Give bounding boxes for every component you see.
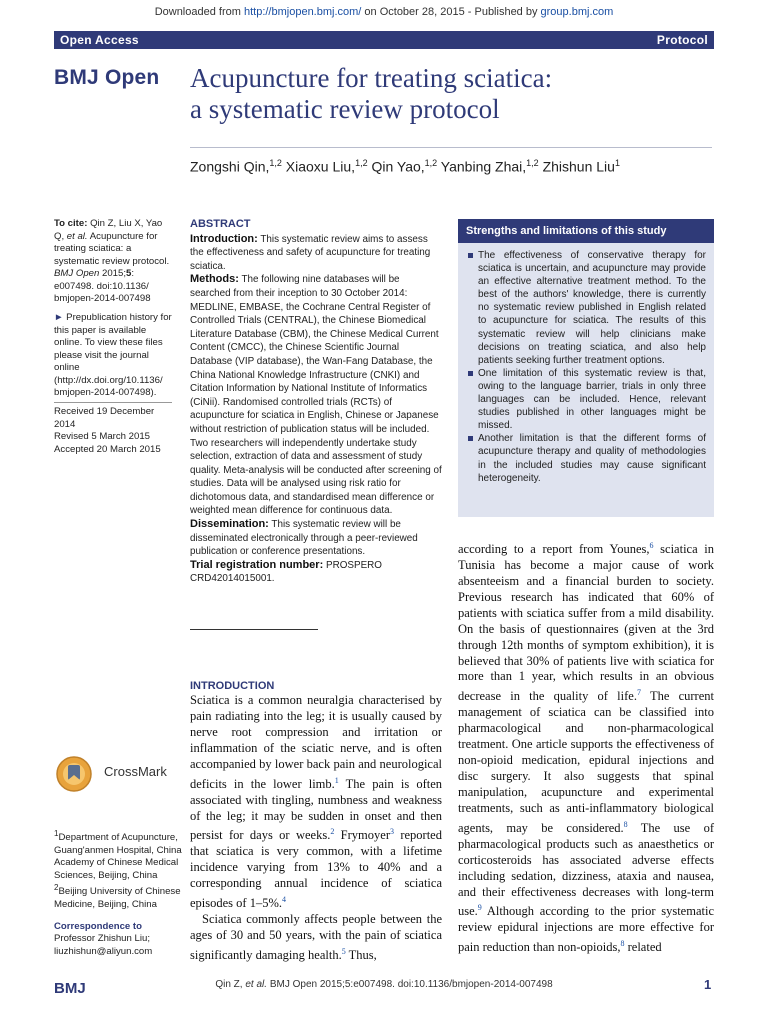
strengths-heading-bar — [458, 219, 714, 243]
intro-text: Frymoyer — [334, 828, 390, 843]
intro-text: Thus, — [345, 948, 377, 963]
prepub-text[interactable]: Prepublication history for this paper is available online. To view these files please visit the journal online (http://dx.doi.org/10.1136/ bmjopen-2014-007498). — [54, 312, 172, 398]
abstract-methods — [190, 273, 442, 518]
bmjopen-link[interactable]: http://bmjopen.bmj.com/ — [243, 6, 362, 18]
body-paragraph — [458, 538, 714, 956]
abstract-sub-label: Introduction: — [190, 232, 258, 245]
strengths-heading: Strengths and limitations of this study — [466, 225, 667, 237]
body-text: sciatica in Tunisia has become a major cause of work absenteeism and a financial burden to society. Previous research has indicated that 60% of patients with sciatica suffer from a mild disability. On the basis of questionnaires (given at the 3rd through 12th months of symptom exhibition), it is believed that 30% of patients live with sciatica for more than 1 year, which results in an obvious decrease in the quality of life. — [458, 542, 714, 704]
abstract-text: The following nine databases will be searched from their inception to 30 October 2014: MEDLINE, EMBASE, the Cochrane Central Register of Controlled Trials (CENTRAL), the Chinese Biomedical Literature Database (CBM), the Chinese Medical Current Content (CMCC), the Chinese Scientific Journal Database (VIP database), the Wan-Fang Database, the China National Knowledge Infrastructure (CNKI) and Citation Information by National Institute of Informatics (CiNii). Randomised controlled trials (RCTs) of acupuncture for sciatica in English, Chinese or Japanese without restriction of publication status will be included. Two researchers will independently undertake study selection, extraction of data and assessment of study quality. Meta-analysis will be conducted after screening of studies. Data will be analysed using risk ratio for dichotomous data, and standardised mean difference or weighted mean difference for continuous data. — [190, 274, 442, 517]
author: Qin Yao, — [367, 158, 425, 175]
date-revised: Revised 5 March 2015 — [54, 431, 150, 442]
abstract-dissemination — [190, 518, 442, 559]
reference-link[interactable]: 7 — [636, 688, 641, 698]
abstract-sub-label: Methods: — [190, 273, 239, 286]
body-text: Although according to the prior systematic review epidural injections are more effective for pain reduction than non-opioids, — [458, 904, 714, 955]
abstract-heading: ABSTRACT — [190, 218, 251, 230]
intro-text: The pain is often associated with tingling, numbness and weakness of the leg; it may be sudden in onset and then persist for days or weeks. — [190, 776, 443, 843]
reference-link[interactable]: 6 — [649, 541, 654, 550]
intro-text: reported that sciatica is very common, with a lifetime incidence varying from 13% to 40% and a corresponding annual incidence of sciatica episodes of 1–5%. — [190, 828, 442, 911]
body-text: according to a report from Younes, — [458, 542, 650, 557]
publisher-link[interactable]: group.bmj.com — [540, 6, 614, 18]
article-type-label: Protocol — [656, 33, 708, 47]
reference-link[interactable]: 8 — [620, 939, 625, 949]
list-item — [468, 367, 706, 432]
download-prefix: Downloaded from — [154, 6, 244, 18]
bmj-logo: BMJ — [54, 980, 86, 997]
strengths-list — [458, 249, 714, 485]
bullet-square-icon — [468, 253, 473, 258]
intro-text: Sciatica commonly affects people between the ages of 30 and 50 years, with the pain of sciatica significantly damaging health. — [190, 912, 442, 963]
footer-etal: et al. — [245, 979, 268, 990]
cite-volume: 5 — [126, 268, 132, 279]
affil-number: 2 — [54, 883, 59, 893]
abstract-sub-label: Dissemination: — [190, 518, 269, 531]
list-item — [468, 249, 706, 367]
affil-text: Beijing University of Chinese Medicine, Beijing, China — [54, 886, 181, 910]
correspondence-details — [54, 933, 184, 958]
cite-journal: BMJ Open — [54, 268, 100, 279]
correspondent-email[interactable]: liuzhishun@aliyun.com — [54, 945, 153, 957]
affil-text: Department of Acupuncture, Guang'anmen Hospital, China Academy of Chinese Medical Sciences, Beijing, China — [54, 832, 182, 881]
cite-text: : e007498. doi:10.1136/ bmjopen-2014-007498 — [54, 268, 151, 304]
title-line-1: Acupuncture for treating sciatica: — [190, 63, 553, 93]
abstract-text: This systematic review will be disseminated electronically through a peer-reviewed publication or conference presentations. — [190, 519, 418, 558]
author: Xiaoxu Liu, — [281, 158, 356, 175]
abstract-text: This systematic review aims to assess the effectiveness and safety of acupuncture for treating sciatica. — [190, 233, 431, 272]
author-affil: 1 — [614, 158, 620, 168]
strengths-limitations-box — [458, 219, 714, 517]
affil-number: 1 — [54, 829, 59, 838]
author-list — [190, 158, 620, 175]
author-affil: 1,2 — [526, 158, 539, 168]
date-accepted: Accepted 20 March 2015 — [54, 443, 161, 455]
reference-link[interactable]: 4 — [282, 895, 286, 905]
author: Yanbing Zhai, — [437, 158, 527, 175]
article-title — [190, 63, 710, 125]
reference-link[interactable]: 3 — [389, 827, 394, 837]
abstract-sub-label: Trial registration number: — [190, 558, 324, 571]
header-bar — [54, 31, 714, 49]
affiliation-1 — [54, 828, 184, 882]
footer-text: BMJ Open 2015;5:e007498. doi:10.1136/bmjopen-2014-007498 — [267, 979, 553, 990]
abstract-text: PROSPERO CRD42014015001. — [190, 559, 382, 585]
list-item-text: One limitation of this systematic review is that, owing to the language barrier, trials in only three languages can be included. Hence, relevant studies published in other languages might be missed. — [478, 367, 706, 432]
title-divider — [190, 147, 712, 148]
abstract-introduction — [190, 233, 442, 274]
author-affil: 1,2 — [355, 158, 368, 168]
date-received: Received 19 December 2014 — [54, 406, 155, 430]
citation-block — [54, 218, 174, 306]
body-text: The use of pharmacological products such as anaesthetics or corticosteroids has associated adverse effects including sedation, dizziness, ataxia and nausea, and their effectiveness decreases with long-term use. — [458, 820, 714, 919]
right-column-text — [458, 538, 714, 956]
cite-label: To cite: — [54, 218, 88, 229]
page-number: 1 — [704, 977, 712, 992]
intro-paragraph-1 — [190, 693, 442, 912]
affiliation-2 — [54, 882, 184, 911]
reference-link[interactable]: 8 — [623, 819, 628, 829]
page-footer — [0, 979, 768, 990]
side-divider — [54, 402, 172, 403]
affiliations — [54, 828, 184, 911]
introduction-heading: INTRODUCTION — [190, 680, 275, 692]
cite-text: Qin Z, Liu X, Yao Q, — [54, 218, 163, 242]
author-affil: 1,2 — [424, 158, 438, 168]
prepublication-note — [54, 312, 176, 400]
reference-link[interactable]: 9 — [477, 903, 482, 913]
cite-text: 2015; — [99, 268, 127, 279]
footer-text: Qin Z, — [215, 979, 246, 990]
cite-text: Acupuncture for treating sciatica: a systematic review protocol. — [54, 230, 170, 267]
intro-text: Sciatica is a common neuralgia characterised by pain radiating into the leg; it is usually caused by nerve root compression and irritation or inflammation of the sciatic nerve, and is often accompanied by lower back pain and neurological deficits in the lower limb. — [190, 693, 442, 791]
author-affil: 1,2 — [269, 158, 282, 168]
correspondence-label: Correspondence to — [54, 921, 142, 932]
reference-link[interactable]: 2 — [330, 827, 335, 837]
author: Zongshi Qin, — [190, 158, 270, 175]
bullet-square-icon — [468, 436, 473, 441]
title-line-2: a systematic review protocol — [190, 94, 500, 124]
open-access-label: Open Access — [60, 33, 139, 47]
cite-etal: et al. — [66, 230, 88, 242]
list-item-text: The effectiveness of conservative therapy for sciatica is uncertain, and acupuncture may provide an effective alternative treatment method. To the best of the authors' knowledge, there is currently no systematic review published in English related to acupuncture for sciatica. The results of this systematic review will help clinicians make decisions on treating sciatica, and also help patients seeking further treatment options. — [478, 250, 706, 366]
intro-paragraph-2 — [190, 912, 442, 964]
body-text: related — [624, 940, 662, 955]
abstract-trial-registration — [190, 559, 442, 586]
bullet-square-icon — [468, 371, 473, 376]
triangle-right-icon: ► — [54, 312, 64, 323]
introduction-text — [190, 693, 442, 964]
download-middle: on October 28, 2015 - Published by — [361, 6, 541, 18]
download-line — [0, 6, 768, 18]
reference-link[interactable]: 1 — [334, 775, 339, 785]
author: Zhishun Liu — [538, 158, 615, 175]
list-item-text: Another limitation is that the different forms of acupuncture therapy and quality of methodologies in the included studies may cause significant heterogeneity. — [478, 433, 706, 484]
body-text: The current management of sciatica can be classified into pharmacological and non-pharmacological treatment. One article supports the effectiveness of non-opioid medication, epidural injections and disc surgery. It also suggests that spinal manipulation, acupuncture and experimental treatments, such as anti-inflammatory biological agents, may be considered. — [458, 689, 714, 835]
list-item — [468, 432, 706, 484]
article-dates — [54, 406, 176, 456]
reference-link[interactable]: 5 — [341, 947, 346, 957]
crossmark-label[interactable]: CrossMark — [104, 764, 167, 779]
abstract-section — [190, 218, 442, 586]
journal-logo: BMJ Open — [54, 66, 160, 89]
correspondent-name: Professor Zhishun Liu; — [54, 933, 150, 944]
abstract-divider — [190, 629, 318, 630]
